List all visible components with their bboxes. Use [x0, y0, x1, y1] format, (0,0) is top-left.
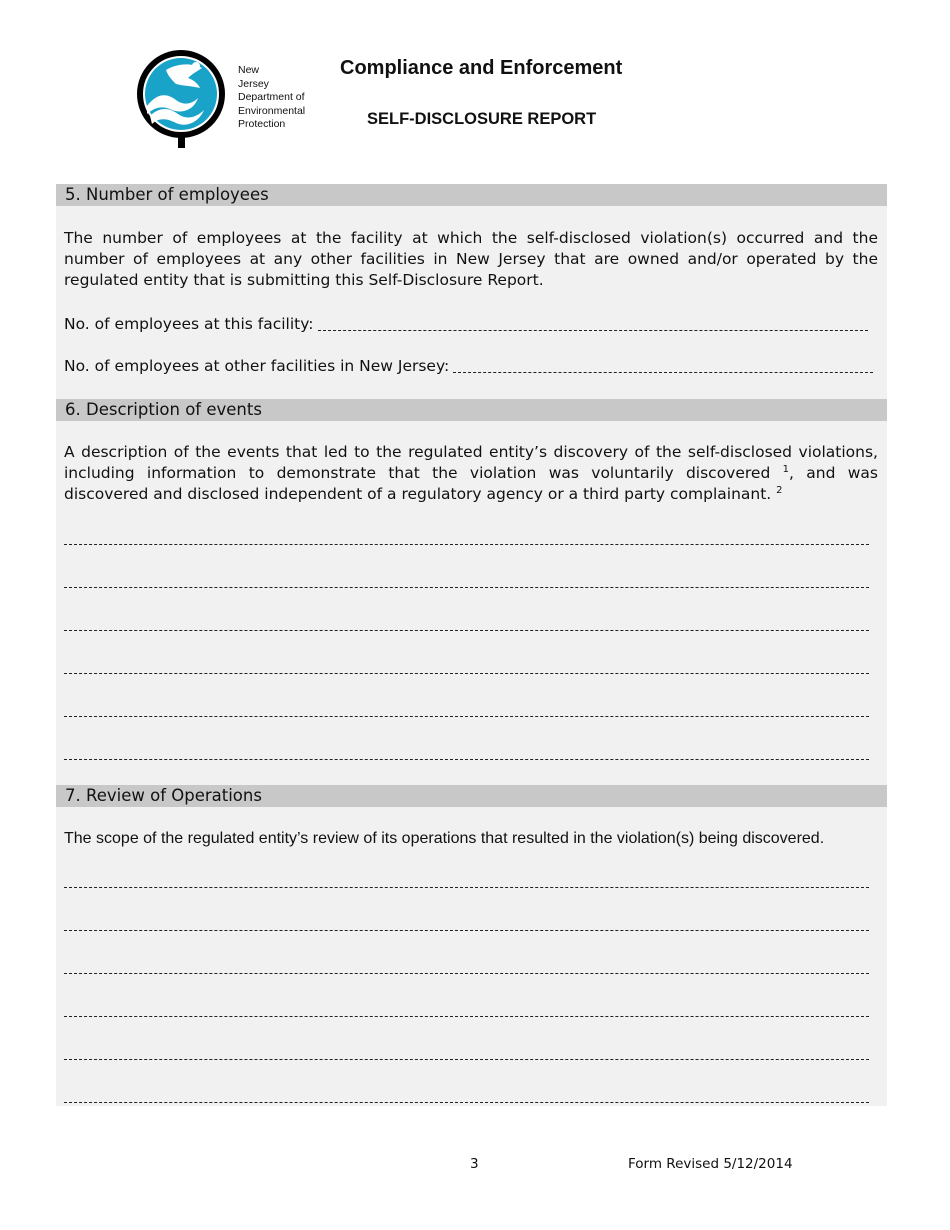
- events-write-line[interactable]: [64, 759, 869, 760]
- employees-other-facilities-input[interactable]: [453, 371, 873, 373]
- agency-line: Environmental: [238, 104, 306, 117]
- employees-this-facility-input[interactable]: [318, 329, 869, 331]
- agency-line: Jersey: [238, 77, 269, 90]
- footnote-1: 1: [782, 463, 789, 475]
- events-write-line[interactable]: [64, 544, 869, 545]
- agency-line: Protection: [238, 118, 286, 130]
- page-subtitle: SELF-DISCLOSURE REPORT: [367, 110, 597, 128]
- operations-write-line[interactable]: [64, 887, 869, 888]
- employees-other-facilities-field[interactable]: [64, 356, 878, 376]
- employees-this-facility-label: No. of employees at this facility:: [64, 315, 314, 333]
- agency-line: Department of: [238, 91, 305, 103]
- section-5-description: The number of employees at the facility at which the self-disclosed violation(s) occurred and the number of employees at any other facilities in New Jersey that are owned and/or operated by the regulated entity that is submitting this Self-Disclosure Report.: [64, 229, 878, 289]
- section-5-heading: 5. Number of employees: [56, 184, 887, 206]
- events-write-line[interactable]: [64, 587, 869, 588]
- footnote-2: 2: [776, 484, 783, 496]
- events-write-line[interactable]: [64, 630, 869, 631]
- agency-name: [238, 64, 305, 132]
- events-write-line[interactable]: [64, 673, 869, 674]
- section-6-heading: 6. Description of events: [56, 399, 887, 421]
- operations-write-line[interactable]: [64, 1059, 869, 1060]
- agency-line: New: [238, 64, 260, 76]
- operations-write-line[interactable]: [64, 1102, 869, 1103]
- employees-this-facility-field[interactable]: [64, 314, 878, 334]
- section-7-heading: 7. Review of Operations: [56, 785, 887, 807]
- page-number: 3: [470, 1156, 479, 1172]
- operations-write-line[interactable]: [64, 930, 869, 931]
- section-6-text-part1: A description of the events that led to the regulated entity’s discovery of the self-disclosed violations, including information to demonstrate that the violation was voluntarily discovered: [64, 443, 878, 482]
- page-title: Compliance and Enforcement: [340, 57, 623, 79]
- section-7-description: The scope of the regulated entity’s review of its operations that resulted in the violation(s) being discovered.: [64, 830, 825, 847]
- section-6-text-part2: , and was discovered and disclosed independent of a regulatory agency or a third party complainant.: [64, 464, 878, 503]
- operations-write-line[interactable]: [64, 1016, 869, 1017]
- njdep-logo: [136, 44, 226, 150]
- operations-write-line[interactable]: [64, 973, 869, 974]
- events-write-line[interactable]: [64, 716, 869, 717]
- section-6-description: [64, 442, 878, 505]
- employees-other-facilities-label: No. of employees at other facilities in New Jersey:: [64, 357, 450, 375]
- form-revision-date: Form Revised 5/12/2014: [628, 1156, 793, 1172]
